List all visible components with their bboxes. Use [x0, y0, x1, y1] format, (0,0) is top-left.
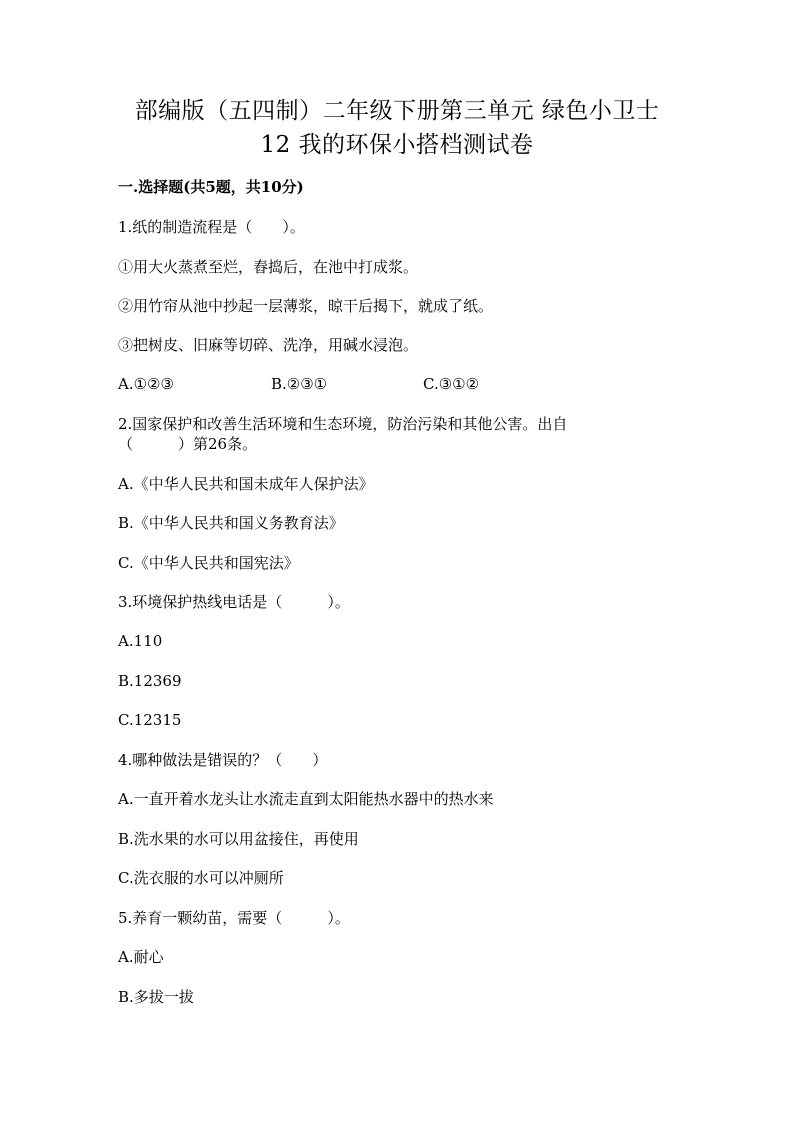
- page-title-line1: 部编版（五四制）二年级下册第三单元 绿色小卫士: [134, 98, 660, 124]
- question-5-option-b[interactable]: B.多拔一拔: [118, 988, 194, 1006]
- question-1-option-b[interactable]: B.②③①: [271, 375, 328, 393]
- question-2-option-c[interactable]: C.《中华人民共和国宪法》: [118, 554, 299, 572]
- question-3-stem: 3.环境保护热线电话是（ ）。: [118, 593, 350, 611]
- page-title-line2: 12 我的环保小搭档测试卷: [260, 132, 534, 158]
- question-2-stem-line1: 2.国家保护和改善生活环境和生态环境，防治污染和其他公害。出自: [118, 415, 568, 433]
- question-1-stem: 1.纸的制造流程是（ ）。: [118, 218, 305, 236]
- question-2-option-b[interactable]: B.《中华人民共和国义务教育法》: [118, 514, 344, 532]
- question-4-option-c[interactable]: C.洗衣服的水可以冲厕所: [118, 869, 284, 887]
- question-3-option-a[interactable]: A.110: [118, 632, 163, 650]
- question-2-stem-line2: （ ）第26条。: [118, 435, 258, 453]
- question-3-option-b[interactable]: B.12369: [118, 672, 182, 690]
- question-1-option-c[interactable]: C.③①②: [423, 375, 480, 393]
- question-1-step-3: ③把树皮、旧麻等切碎、洗净，用碱水浸泡。: [118, 336, 419, 354]
- question-5-stem: 5.养育一颗幼苗，需要（ ）。: [118, 909, 350, 927]
- question-4-option-b[interactable]: B.洗水果的水可以用盆接住，再使用: [118, 830, 359, 848]
- question-4-option-a[interactable]: A.一直开着水龙头让水流走直到太阳能热水器中的热水来: [118, 790, 494, 808]
- section-heading: 一.选择题(共5题，共10分): [118, 178, 304, 196]
- question-2-option-a[interactable]: A.《中华人民共和国未成年人保护法》: [118, 475, 374, 493]
- question-1-step-1: ①用大火蒸煮至烂，舂捣后，在池中打成浆。: [118, 258, 419, 276]
- question-3-option-c[interactable]: C.12315: [118, 711, 182, 729]
- question-5-option-a[interactable]: A.耐心: [118, 948, 164, 966]
- question-4-stem: 4.哪种做法是错误的？（ ）: [118, 751, 328, 769]
- question-1-option-a[interactable]: A.①②③: [118, 375, 174, 393]
- question-1-step-2: ②用竹帘从池中抄起一层薄浆，晾干后揭下，就成了纸。: [118, 297, 494, 315]
